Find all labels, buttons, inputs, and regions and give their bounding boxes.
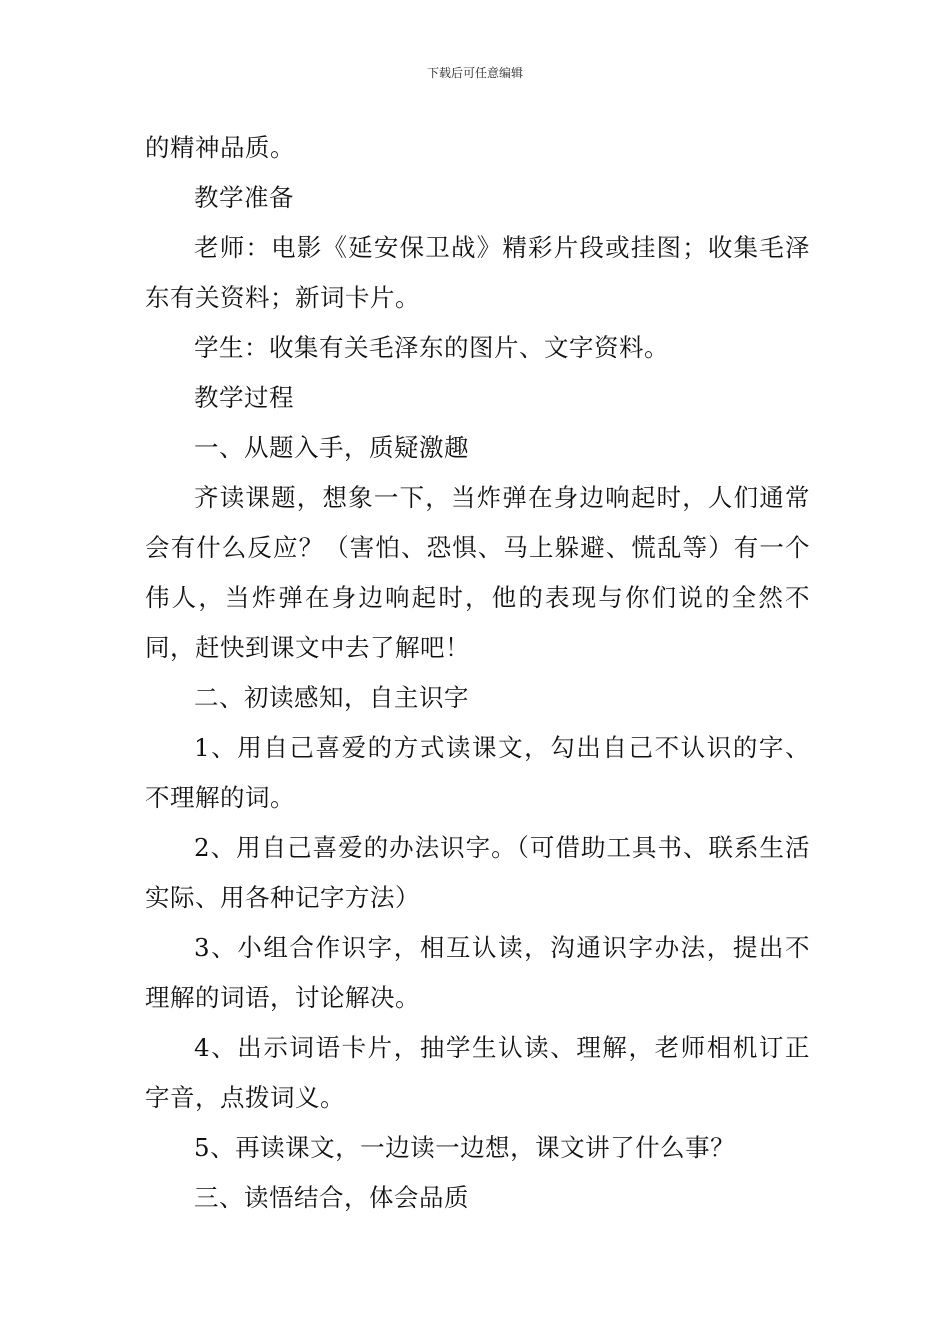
page-header: 下载后可任意编辑 (426, 66, 523, 80)
list-item-4: 4、出示词语卡片，抽学生认读、理解，老师相机订正字音，点拨词义。 (145, 1033, 810, 1112)
list-item-1: 1、用自己喜爱的方式读课文，勾出自己不认识的字、不理解的词。 (145, 733, 810, 812)
paragraph-continuation: 的精神品质。 (145, 133, 295, 162)
step-heading-2: 二、初读感知，自主识字 (194, 683, 469, 712)
step-heading-1: 一、从题入手，质疑激趣 (194, 433, 469, 462)
list-item-5: 5、再读课文，一边读一边想，课文讲了什么事？ (194, 1133, 736, 1162)
step-heading-3: 三、读悟结合，体会品质 (194, 1183, 469, 1212)
paragraph-student-preparation: 学生：收集有关毛泽东的图片、文字资料。 (194, 333, 669, 362)
list-item-2: 2、用自己喜爱的办法识字。（可借助工具书、联系生活实际、用各种记字方法） (145, 833, 810, 912)
section-heading-process: 教学过程 (194, 383, 294, 412)
paragraph-intro-reading: 齐读课题，想象一下，当炸弹在身边响起时，人们通常会有什么反应？（害怕、恐惧、马上躲避、慌乱等）有一个伟人，当炸弹在身边响起时，他的表现与你们说的全然不同，赶快到课文中去了解吧！ (145, 483, 810, 662)
list-item-3: 3、小组合作识字，相互认读，沟通识字办法，提出不理解的词语，讨论解决。 (145, 933, 810, 1012)
paragraph-teacher-preparation: 老师：电影《延安保卫战》精彩片段或挂图；收集毛泽东有关资料；新词卡片。 (145, 233, 810, 312)
section-heading-preparation: 教学准备 (194, 183, 294, 212)
document-body (145, 123, 810, 1223)
